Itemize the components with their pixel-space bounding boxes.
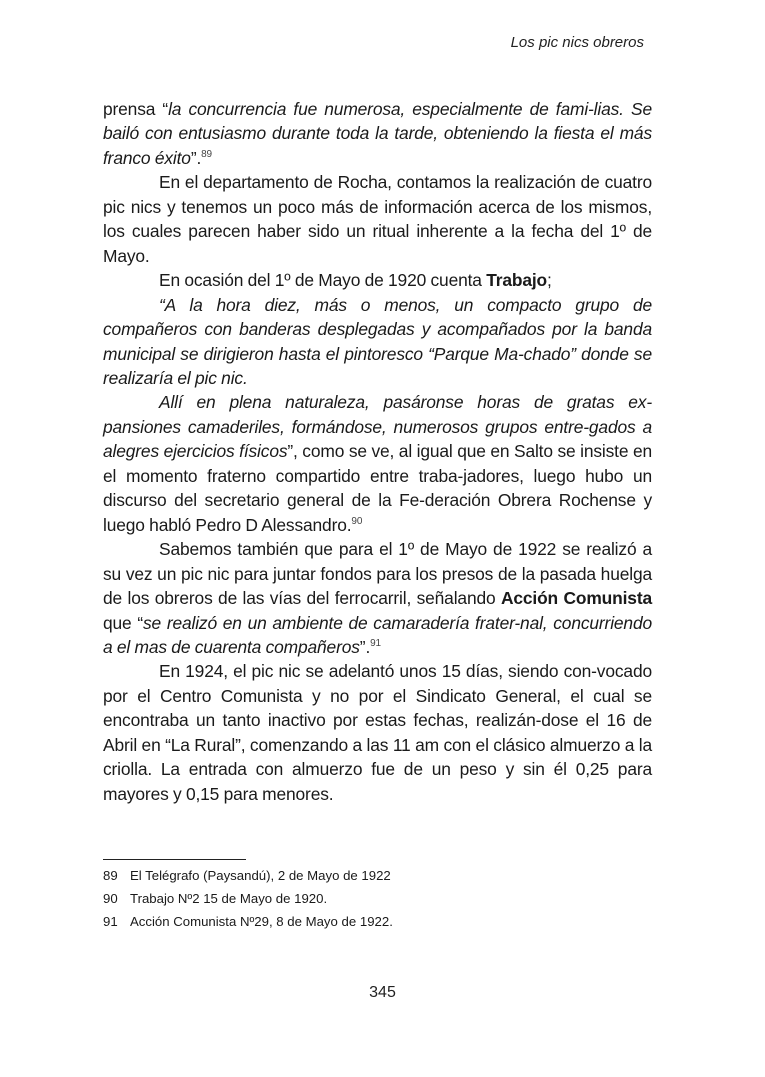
footnote-ref-90[interactable]: 90	[351, 515, 363, 527]
body-text	[103, 97, 652, 806]
footnote-text: Trabajo Nº2 15 de Mayo de 1920.	[130, 891, 328, 906]
quote: Allí en plena naturaleza, pasáronse horas de gratas ex-pansiones camaderiles, formándose, numerosos grupos entre-gados a alegres ejercicios físicos	[103, 392, 652, 462]
quote: se realizó en un ambiente de camaradería frater-nal, concurriendo a el mas de cuarenta compañeros	[103, 612, 652, 657]
paragraph-6	[103, 537, 652, 659]
running-head: Los pic nics obreros	[510, 34, 644, 51]
footnote-90	[103, 887, 652, 910]
text: ”.	[359, 636, 371, 657]
page-number: 345	[369, 984, 396, 1001]
quote: la concurrencia fue numerosa, especialmente de fami-lias. Se bailó con entusiasmo durante toda la tarde, obteniendo la fiesta el más franco éxito	[103, 99, 652, 168]
text: que “	[103, 612, 143, 633]
text: ;	[547, 270, 552, 291]
publication-name: Trabajo	[486, 270, 548, 291]
paragraph-5	[103, 390, 652, 537]
footnote-ref-89[interactable]: 89	[201, 148, 212, 160]
paragraph-1	[103, 97, 652, 170]
quote: “A la hora diez, más o menos, un compacto grupo de compañeros con banderas desplegadas y acompañados por la banda municipal se dirigieron hasta el pintoresco “Parque Ma-chado” donde se realizaría el pic nic.	[103, 294, 652, 388]
text: En ocasión del 1º de Mayo de 1920 cuenta	[159, 270, 487, 291]
paragraph-2: En el departamento de Rocha, contamos la realización de cuatro pic nics y tenemos un poco más de información acerca de los mismos, los cuales parecen haber sido un ritual inherente a la fecha del 1º de Mayo.	[103, 172, 652, 266]
footnote-text: Acción Comunista Nº29, 8 de Mayo de 1922.	[130, 914, 393, 929]
paragraph-3	[103, 268, 652, 292]
footnote-89	[103, 864, 652, 887]
footnote-number: 91	[103, 914, 118, 929]
text: ”.	[190, 147, 202, 168]
text: ”, como se ve, al igual que en Salto se insiste en el momento fraterno compartido entre traba-jadores, luego hubo un discurso del secretario general de la Fe-deración Obrera Rochense y luego habló Pedro D Alessandro.	[103, 441, 652, 535]
footnote-divider	[103, 859, 246, 860]
paragraph-7: En 1924, el pic nic se adelantó unos 15 días, siendo con-vocado por el Centro Comunista y no por el Sindicato General, el cual se encontraba un tanto inactivo por estas fechas, realizán-dose el 16 de Abril en “La Rural”, comenzando a las 11 am con el clásico almuerzo a la criolla. La entrada con almuerzo fue de un peso y sin él 0,25 para mayores y 0,15 para menores.	[103, 661, 652, 804]
paragraph-4	[103, 293, 652, 391]
text: Sabemos también que para el 1º de Mayo de 1922 se realizó a su vez un pic nic para juntar fondos para los presos de la pasada huelga de los obreros de las vías del ferrocarril, señalando	[103, 539, 652, 609]
footnote-text: El Telégrafo (Paysandú), 2 de Mayo de 1922	[130, 868, 391, 883]
text: prensa “	[103, 99, 169, 119]
publication-name: Acción Comunista	[500, 588, 652, 609]
footnote-ref-91[interactable]: 91	[370, 637, 381, 649]
footnotes	[103, 864, 652, 933]
footnote-91	[103, 910, 652, 933]
footnote-number: 90	[103, 891, 118, 906]
footnote-number: 89	[103, 868, 118, 883]
